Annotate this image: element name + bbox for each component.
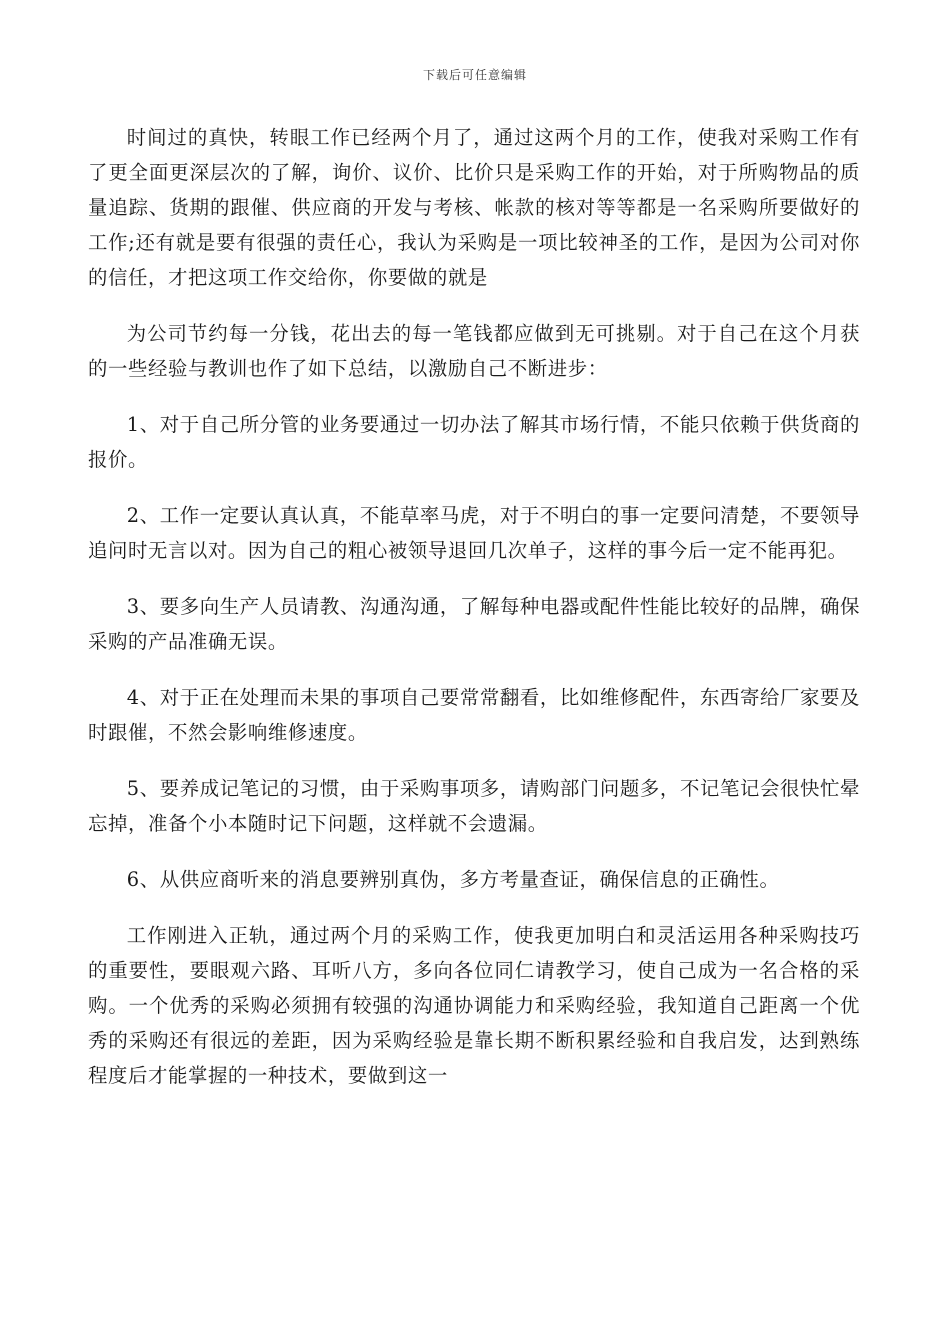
list-item-6: 6、从供应商听来的消息要辨别真伪，多方考量查证，确保信息的正确性。: [126, 868, 780, 891]
paragraph-closing: 工作刚进入正轨，通过两个月的采购工作，使我更加明白和灵活运用各种采购技巧的重要性，要眼观六路、耳听八方，多向各位同仁请教学习，使自己成为一名合格的采购。一个优秀的采购必须拥有较强的沟通协调能力和采购经验，我知道自己距离一个优秀的采购还有很远的差距，因为采购经验是靠长期不断积累经验和自我启发，达到熟练程度后才能掌握的一种技术，要做到这一: [88, 924, 860, 1087]
paragraph-2: 为公司节约每一分钱，花出去的每一笔钱都应做到无可挑剔。对于自己在这个月获的一些经验与教训也作了如下总结，以激励自己不断进步：: [88, 322, 860, 380]
list-item-2: 2、工作一定要认真认真，不能草率马虎，对于不明白的事一定要问清楚，不要领导追问时无言以对。因为自己的粗心被领导退回几次单子，这样的事今后一定不能再犯。: [88, 504, 860, 562]
list-item-3: 3、要多向生产人员请教、沟通沟通，了解每种电器或配件性能比较好的品牌，确保采购的产品准确无误。: [88, 595, 860, 653]
paragraph-1: 时间过的真快，转眼工作已经两个月了，通过这两个月的工作，使我对采购工作有了更全面更深层次的了解，询价、议价、比价只是采购工作的开始，对于所购物品的质量追踪、货期的跟催、供应商的开发与考核、帐款的核对等等都是一名采购所要做好的工作;还有就是要有很强的责任心，我认为采购是一项比较神圣的工作，是因为公司对你的信任，才把这项工作交给你，你要做的就是: [88, 126, 860, 289]
list-item-5: 5、要养成记笔记的习惯，由于采购事项多，请购部门问题多，不记笔记会很快忙晕忘掉，准备个小本随时记下问题，这样就不会遗漏。: [88, 777, 860, 835]
list-item-1: 1、对于自己所分管的业务要通过一切办法了解其市场行情，不能只依赖于供货商的报价。: [88, 413, 860, 471]
header-note: 下载后可任意编辑: [422, 68, 527, 82]
list-item-4: 4、对于正在处理而未果的事项自己要常常翻看，比如维修配件，东西寄给厂家要及时跟催，不然会影响维修速度。: [88, 686, 860, 744]
document-body: [88, 120, 860, 1114]
